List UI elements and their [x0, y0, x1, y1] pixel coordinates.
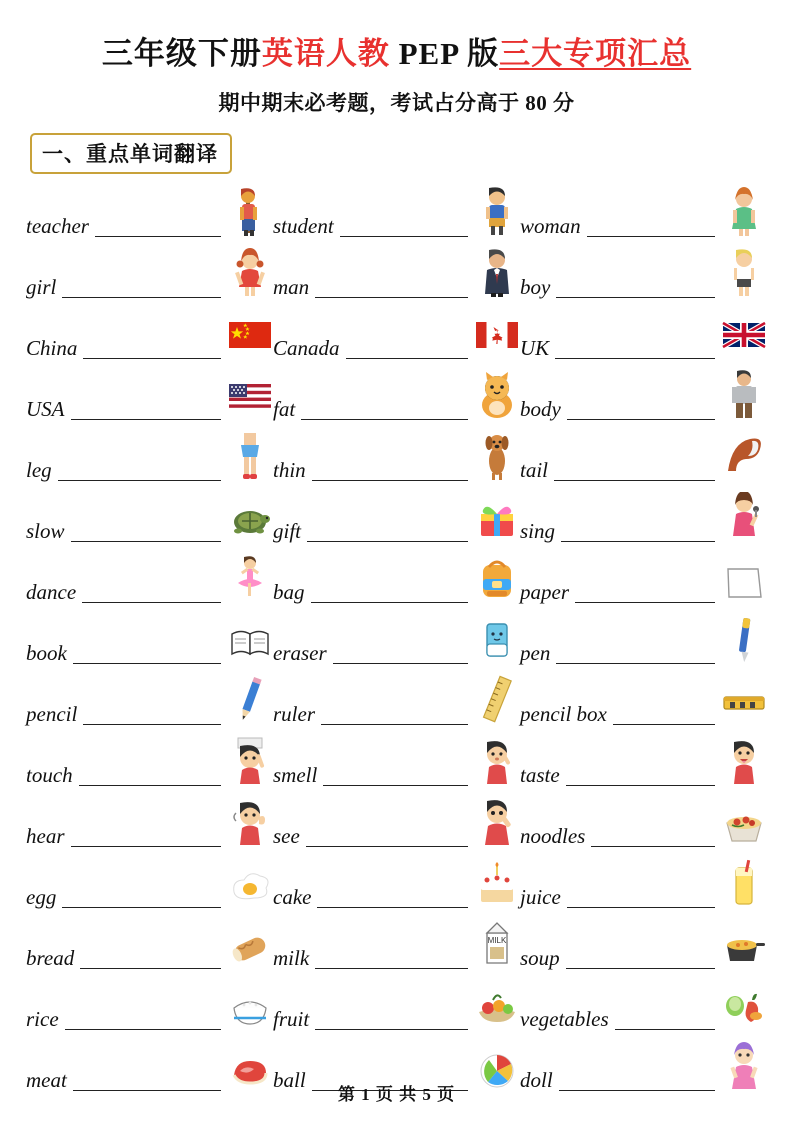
word-cell — [520, 492, 767, 548]
word-label: student — [273, 213, 334, 238]
answer-blank[interactable] — [556, 645, 715, 664]
answer-blank[interactable] — [321, 706, 468, 725]
word-label: slow — [26, 518, 65, 543]
answer-blank[interactable] — [615, 1011, 715, 1030]
boy-illustration — [721, 248, 767, 298]
word-label: pencil — [26, 701, 78, 726]
pen-illustration — [721, 614, 767, 664]
word-label: cake — [273, 884, 312, 909]
dancer-illustration — [227, 553, 273, 603]
man-illustration — [474, 248, 520, 298]
table-row — [26, 243, 767, 304]
word-cell — [273, 797, 520, 853]
word-label: gift — [273, 518, 302, 543]
ruler-illustration — [474, 675, 520, 725]
word-label: taste — [520, 762, 560, 787]
word-cell — [520, 187, 767, 243]
answer-blank[interactable] — [79, 767, 221, 786]
word-cell — [273, 187, 520, 243]
word-cell — [26, 370, 273, 426]
canada-flag — [474, 309, 520, 359]
answer-blank[interactable] — [561, 523, 715, 542]
answer-blank[interactable] — [83, 706, 221, 725]
title-part-grade: 三年级下册 — [101, 36, 262, 71]
answer-blank[interactable] — [556, 279, 715, 298]
answer-blank[interactable] — [554, 462, 715, 481]
word-label: smell — [273, 762, 318, 787]
word-cell — [26, 309, 273, 365]
fruit-illustration — [474, 980, 520, 1030]
hear-illustration — [227, 797, 273, 847]
word-cell — [520, 980, 767, 1036]
word-cell — [520, 919, 767, 975]
table-row — [26, 914, 767, 975]
answer-blank[interactable] — [306, 828, 468, 847]
word-label: leg — [26, 457, 52, 482]
word-label: thin — [273, 457, 306, 482]
answer-blank[interactable] — [71, 401, 222, 420]
svg-text:MILK: MILK — [487, 936, 507, 945]
pencil-box-illustration — [721, 675, 767, 725]
table-row — [26, 609, 767, 670]
word-label: vegetables — [520, 1006, 609, 1031]
turtle-illustration — [227, 492, 273, 542]
answer-blank[interactable] — [555, 340, 715, 359]
china-flag — [227, 309, 273, 359]
answer-blank[interactable] — [58, 462, 221, 481]
word-cell — [520, 553, 767, 609]
word-label: ruler — [273, 701, 315, 726]
answer-blank[interactable] — [71, 828, 222, 847]
word-label: rice — [26, 1006, 59, 1031]
rice-bowl-illustration — [227, 980, 273, 1030]
paper-illustration — [721, 553, 767, 603]
answer-blank[interactable] — [613, 706, 715, 725]
page-footer: 第 1 页 共 5 页 — [337, 1085, 456, 1104]
open-book-illustration — [227, 614, 273, 664]
backpack-illustration — [474, 553, 520, 603]
word-label: man — [273, 274, 310, 299]
tail-illustration — [721, 431, 767, 481]
answer-blank[interactable] — [83, 340, 221, 359]
eraser-illustration — [474, 614, 520, 664]
answer-blank[interactable] — [312, 462, 468, 481]
word-label: doll — [520, 1067, 553, 1092]
bread-illustration — [227, 919, 273, 969]
word-label: ball — [273, 1067, 306, 1092]
thin-dog-illustration — [474, 431, 520, 481]
word-cell — [273, 309, 520, 365]
answer-blank[interactable] — [591, 828, 715, 847]
usa-flag — [227, 370, 273, 420]
word-cell — [273, 980, 520, 1036]
word-label: noodles — [520, 823, 586, 848]
word-cell — [273, 492, 520, 548]
student-illustration — [474, 187, 520, 237]
word-cell — [273, 675, 520, 731]
title-part-pep: PEP — [398, 36, 468, 71]
word-label: hear — [26, 823, 65, 848]
word-cell — [520, 248, 767, 304]
word-cell — [273, 614, 520, 670]
word-cell — [26, 431, 273, 487]
word-label: dance — [26, 579, 77, 604]
word-cell — [520, 309, 767, 365]
answer-blank[interactable] — [566, 767, 715, 786]
table-row — [26, 182, 767, 243]
answer-blank[interactable] — [575, 584, 715, 603]
answer-blank[interactable] — [567, 889, 715, 908]
word-cell — [273, 736, 520, 792]
word-label: see — [273, 823, 300, 848]
table-row — [26, 975, 767, 1036]
word-cell — [26, 675, 273, 731]
answer-blank[interactable] — [311, 584, 469, 603]
word-cell — [520, 614, 767, 670]
milk-carton-illustration — [474, 919, 520, 969]
answer-blank[interactable] — [82, 584, 221, 603]
word-label: teacher — [26, 213, 89, 238]
word-label: Canada — [273, 335, 340, 360]
body-illustration — [721, 370, 767, 420]
answer-blank[interactable] — [315, 950, 468, 969]
word-label: UK — [520, 335, 550, 360]
word-label: sing — [520, 518, 556, 543]
word-cell — [26, 187, 273, 243]
answer-blank[interactable] — [315, 1011, 468, 1030]
word-label: girl — [26, 274, 57, 299]
section-header: 一、重点单词翻译 — [30, 133, 232, 174]
word-label: USA — [26, 396, 65, 421]
pencil-illustration — [227, 675, 273, 725]
word-cell — [26, 980, 273, 1036]
word-label: boy — [520, 274, 551, 299]
word-label: meat — [26, 1067, 67, 1092]
word-label: woman — [520, 213, 581, 238]
title-part-edition: 版 — [467, 36, 500, 71]
table-row — [26, 548, 767, 609]
answer-blank[interactable] — [346, 340, 468, 359]
word-cell — [26, 858, 273, 914]
word-label: fruit — [273, 1006, 310, 1031]
table-row — [26, 853, 767, 914]
word-label: egg — [26, 884, 57, 909]
table-row — [26, 487, 767, 548]
word-label: touch — [26, 762, 73, 787]
leg-illustration — [227, 431, 273, 481]
taste-illustration — [721, 736, 767, 786]
singer-illustration — [721, 492, 767, 542]
word-label: body — [520, 396, 561, 421]
word-cell — [273, 431, 520, 487]
word-cell — [520, 797, 767, 853]
word-label: tail — [520, 457, 549, 482]
word-cell — [273, 919, 520, 975]
word-translation-grid — [26, 182, 767, 1097]
answer-blank[interactable] — [62, 889, 221, 908]
word-label: milk — [273, 945, 310, 970]
noodles-illustration — [721, 797, 767, 847]
answer-blank[interactable] — [333, 645, 468, 664]
page-title — [26, 28, 767, 73]
word-cell — [520, 675, 767, 731]
answer-blank[interactable] — [73, 645, 221, 664]
word-cell — [520, 370, 767, 426]
word-label: China — [26, 335, 78, 360]
word-cell — [26, 919, 273, 975]
gift-illustration — [474, 492, 520, 542]
word-label: bag — [273, 579, 305, 604]
word-label: soup — [520, 945, 560, 970]
table-row — [26, 304, 767, 365]
word-cell — [273, 858, 520, 914]
juice-illustration — [721, 858, 767, 908]
answer-blank[interactable] — [323, 767, 468, 786]
word-label: juice — [520, 884, 561, 909]
touch-illustration — [227, 736, 273, 786]
table-row — [26, 670, 767, 731]
word-cell — [520, 431, 767, 487]
cake-illustration — [474, 858, 520, 908]
word-label: book — [26, 640, 67, 665]
word-cell — [273, 248, 520, 304]
word-label: pen — [520, 640, 551, 665]
table-row — [26, 426, 767, 487]
word-cell — [273, 553, 520, 609]
answer-blank[interactable] — [62, 279, 221, 298]
smell-illustration — [474, 736, 520, 786]
answer-blank[interactable] — [567, 401, 715, 420]
answer-blank[interactable] — [307, 523, 468, 542]
word-cell — [26, 797, 273, 853]
word-label: paper — [520, 579, 569, 604]
answer-blank[interactable] — [587, 218, 715, 237]
answer-blank[interactable] — [65, 1011, 221, 1030]
word-cell — [273, 370, 520, 426]
uk-flag — [721, 309, 767, 359]
word-cell — [26, 492, 273, 548]
answer-blank[interactable] — [315, 279, 468, 298]
word-label: pencil box — [520, 701, 607, 726]
answer-blank[interactable] — [71, 523, 221, 542]
table-row — [26, 792, 767, 853]
word-label: eraser — [273, 640, 327, 665]
word-cell — [26, 614, 273, 670]
table-row — [26, 731, 767, 792]
word-cell — [520, 736, 767, 792]
vegetables-illustration — [721, 980, 767, 1030]
answer-blank[interactable] — [566, 950, 715, 969]
page-subtitle: 期中期末必考题，考试占分高于 80 分 — [218, 91, 575, 115]
word-label: fat — [273, 396, 296, 421]
answer-blank[interactable] — [317, 889, 468, 908]
teacher-illustration — [227, 187, 273, 237]
answer-blank[interactable] — [80, 950, 221, 969]
see-illustration — [474, 797, 520, 847]
word-cell — [26, 736, 273, 792]
title-part-subject: 英语人教 — [261, 36, 399, 71]
word-cell — [520, 858, 767, 914]
soup-illustration — [721, 919, 767, 969]
answer-blank[interactable] — [95, 218, 221, 237]
woman-illustration — [721, 187, 767, 237]
title-part-summary: 三大专项汇总 — [499, 36, 692, 71]
word-cell — [26, 553, 273, 609]
word-label: bread — [26, 945, 75, 970]
answer-blank[interactable] — [340, 218, 468, 237]
egg-illustration — [227, 858, 273, 908]
answer-blank[interactable] — [301, 401, 468, 420]
table-row — [26, 365, 767, 426]
girl-illustration — [227, 248, 273, 298]
word-cell — [26, 248, 273, 304]
fat-cat-illustration — [474, 370, 520, 420]
